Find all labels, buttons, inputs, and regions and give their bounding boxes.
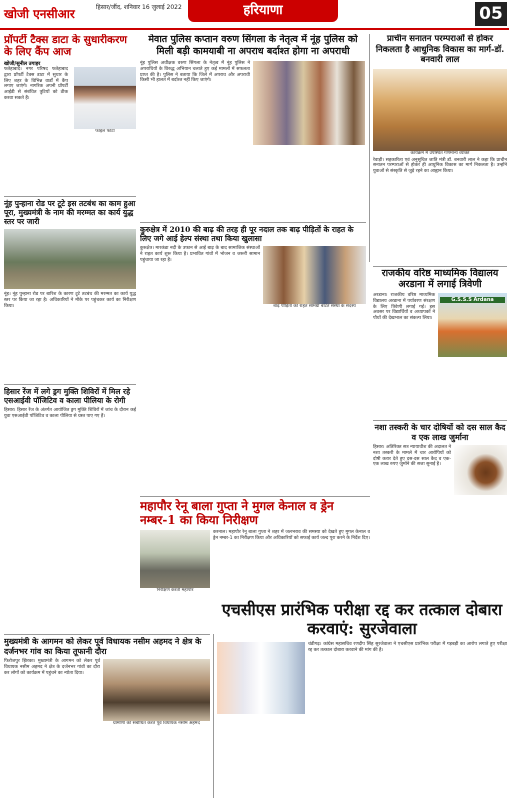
section-title: हरियाणा bbox=[188, 0, 338, 22]
story-mewat bbox=[140, 34, 366, 220]
story-camps bbox=[4, 387, 136, 495]
story-road bbox=[4, 199, 136, 379]
headline: मुख्यमंत्री के आगमन को लेकर पूर्व विधायक नसीम अहमद ने क्षेत्र के दर्जनभर गांव का किया तूफानी दौरा bbox=[4, 637, 202, 656]
divider bbox=[369, 34, 370, 262]
date-line: हिसार/जींद, शनिवार 16 जुलाई 2022 bbox=[96, 4, 182, 11]
byline: खोजी/सुनील उगाहर bbox=[4, 61, 41, 67]
story-fine bbox=[373, 423, 507, 553]
headline: कुरुक्षेत्र में 2010 की बाढ़ की तरह ही पूर नदाल तक बाढ़ पीड़ितों के राहत के लिए जगे आई हेल्प संस्था तथा किया खुलासा bbox=[140, 225, 354, 243]
photo bbox=[103, 659, 210, 721]
divider bbox=[4, 634, 210, 635]
photo bbox=[373, 69, 507, 151]
story-school bbox=[373, 268, 507, 418]
photo bbox=[140, 530, 210, 588]
story-kurukshetra bbox=[140, 225, 366, 385]
headline: नूंह पुन्हाना रोड पर टूटे इस तटबंध का काम हुआ पूरा, मुख्यमंत्री के नाम की मरम्मत का कार्य युद्ध स्तर पर जारी bbox=[4, 199, 136, 226]
body: रेवाड़ी। सहकारिता एवं अनुसूचित जाति मंत्री डॉ. बनवारी लाल ने कहा कि प्राचीन सनातन परम्पराओं से होकर ही आधुनिक विकास का मार्ग निकलता है। उन्होंने युवाओं से संस्कृति से जुड़े रहने का आह्वान किया। bbox=[373, 157, 507, 175]
body: फिरोजपुर झिरका। मुख्यमंत्री के आगमन को लेकर पूर्व विधायक नसीम अहमद ने क्षेत्र के दर्जनभर गांवों का दौरा कर लोगों को कार्यक्रम में पहुंचने का न्योता दिया। bbox=[4, 659, 100, 676]
photo-caption: बाढ़ पीड़ितों को राहत सामग्री बांटते संस्था के सदस्य bbox=[273, 304, 356, 309]
headline: एचसीएस प्रारंभिक परीक्षा रद्द कर तत्काल दोबारा करवाएं: सुरजेवाला bbox=[221, 600, 503, 638]
body: करनाल। महापौर रेनू बाला गुप्ता ने शहर में जलभराव की समस्या को देखते हुए मुगल केनाल व ड्रेन नम्बर-1 का निरीक्षण किया और अधिकारियों को सफाई कार्य जल्द पूरा करने के निर्देश दिए। bbox=[213, 530, 370, 541]
headline: प्राचीन सनातन परम्पराओं से होकर निकलता है आधुनिक विकास का मार्ग-डॉ. बनवारी लाल bbox=[375, 34, 505, 65]
paper-name: खोजी एनसीआर bbox=[4, 7, 75, 21]
divider bbox=[140, 496, 370, 497]
body: हिसार। हिसार रेंज के अंतर्गत आयोजित ड्रग मुक्ति शिविरों में जांच के दौरान कई युवा एसआईवी पॉजिटिव व काला पीलिया से ग्रस्त पाए गए हैं। bbox=[4, 408, 136, 419]
body: फतेहाबाद। नगर परिषद फतेहाबाद द्वारा प्रॉपर्टी टैक्स डाटा में सुधार के लिए शहर के विभिन्न वार्डों में कैंप लगाए जाएंगे। नागरिक अपनी प्रॉपर्टी आईडी से संबंधित त्रुटियों को ठीक करवा सकते हैं। bbox=[4, 67, 68, 101]
divider bbox=[140, 222, 366, 223]
divider bbox=[213, 634, 214, 798]
headline: नशा तस्करी के चार दोषियों को दस साल कैद व एक लाख जुर्माना bbox=[374, 423, 506, 442]
divider bbox=[4, 384, 136, 385]
photo-caption: फाइल फोटो bbox=[95, 129, 115, 134]
school-sign: G.S.S.S Ardana bbox=[440, 297, 505, 303]
masthead bbox=[0, 0, 509, 30]
photo bbox=[253, 61, 365, 145]
body: अरडाना। राजकीय वरिष्ठ माध्यमिक विद्यालय अरडाना में पर्यावरण संरक्षण के लिए त्रिवेणी लगाई गई। इस अवसर पर विद्यार्थियों व अध्यापकों ने पौधों की देखभाल का संकल्प लिया। bbox=[373, 293, 435, 322]
body: चंडीगढ़। कांग्रेस महासचिव रणदीप सिंह सुरजेवाला ने एचसीएस प्रारंभिक परीक्षा में गड़बड़ी का आरोप लगाते हुए परीक्षा रद्द कर तत्काल दोबारा करवाने की मांग की है। bbox=[308, 642, 507, 653]
headline: राजकीय वरिष्ठ माध्यमिक विद्यालय अरडाना में लगाई त्रिवेणी bbox=[381, 268, 499, 290]
divider bbox=[373, 420, 507, 421]
headline: हिसार रेंज में लगे ड्रग मुक्ति शिविरों में मिल रहे एसआईवी पॉजिटिव व काला पीलिया के रोगी bbox=[4, 387, 131, 405]
photo bbox=[217, 642, 305, 714]
photo bbox=[4, 229, 136, 289]
body: हिसार। अतिरिक्त सत्र न्यायाधीश की अदालत ने नशा तस्करी के मामले में चार आरोपियों को दोषी करार देते हुए दस-दस साल कैद व एक-एक लाख रुपए जुर्माने की सजा सुनाई है। bbox=[373, 445, 451, 468]
headline: मेवात पुलिस कप्तान वरुण सिंगला के नेतृत्व में नूंह पुलिस को मिली बड़ी कामयाबी ना अपराध बर्दाश्त होगा ना अपराधी bbox=[148, 34, 358, 57]
body: नूंह। नूंह पुन्हाना रोड पर बारिश के कारण टूटे तटबंध की मरम्मत का कार्य युद्ध स्तर पर किया जा रहा है। अधिकारियों ने मौके पर पहुंचकर कार्य का निरीक्षण किया। bbox=[4, 292, 136, 309]
story-mla bbox=[4, 637, 210, 797]
photo bbox=[74, 67, 136, 129]
headline: महापौर रेनू बाला गुप्ता ने मुगल केनाल व ड्रेन नम्बर-1 का किया निरीक्षण bbox=[140, 499, 334, 527]
story-hssc bbox=[217, 600, 507, 798]
divider bbox=[4, 196, 136, 197]
body: नूंह पुलिस अधीक्षक वरुण सिंगला के नेतृत्व में नूंह पुलिस ने अपराधियों के विरुद्ध अभियान चलाते हुए कई मामलों में सफलता प्राप्त की है। पुलिस ने बताया कि जिले में अपराध और अपराधी किसी भी हालत में बर्दाश्त नहीं किए जाएंगे। bbox=[140, 61, 250, 84]
photo-caption: ग्रामीणों को संबोधित करते पूर्व विधायक नसीम अहमद bbox=[113, 721, 200, 726]
divider bbox=[373, 266, 507, 267]
body: कुरुक्षेत्र। मारकंडा नदी के उफान से आई बाढ़ के बाद सामाजिक संस्थाओं ने राहत कार्य शुरू किया है। प्रभावित गांवों में भोजन व जरूरी सामान पहुंचाया जा रहा है। bbox=[140, 246, 260, 263]
photo-caption: कार्यक्रम में उपस्थित गणमान्य व्यक्ति bbox=[410, 150, 470, 156]
photo bbox=[438, 293, 507, 357]
headline: प्रॉपर्टी टैक्स डाटा के सुधारीकरण के लिए कैंप आज bbox=[4, 34, 127, 58]
page-number: 05 bbox=[475, 2, 507, 26]
story-tradition bbox=[373, 34, 507, 264]
photo bbox=[263, 246, 366, 304]
photo-caption: निरीक्षण करती महापौर bbox=[156, 588, 194, 593]
gavel-photo bbox=[454, 445, 507, 495]
